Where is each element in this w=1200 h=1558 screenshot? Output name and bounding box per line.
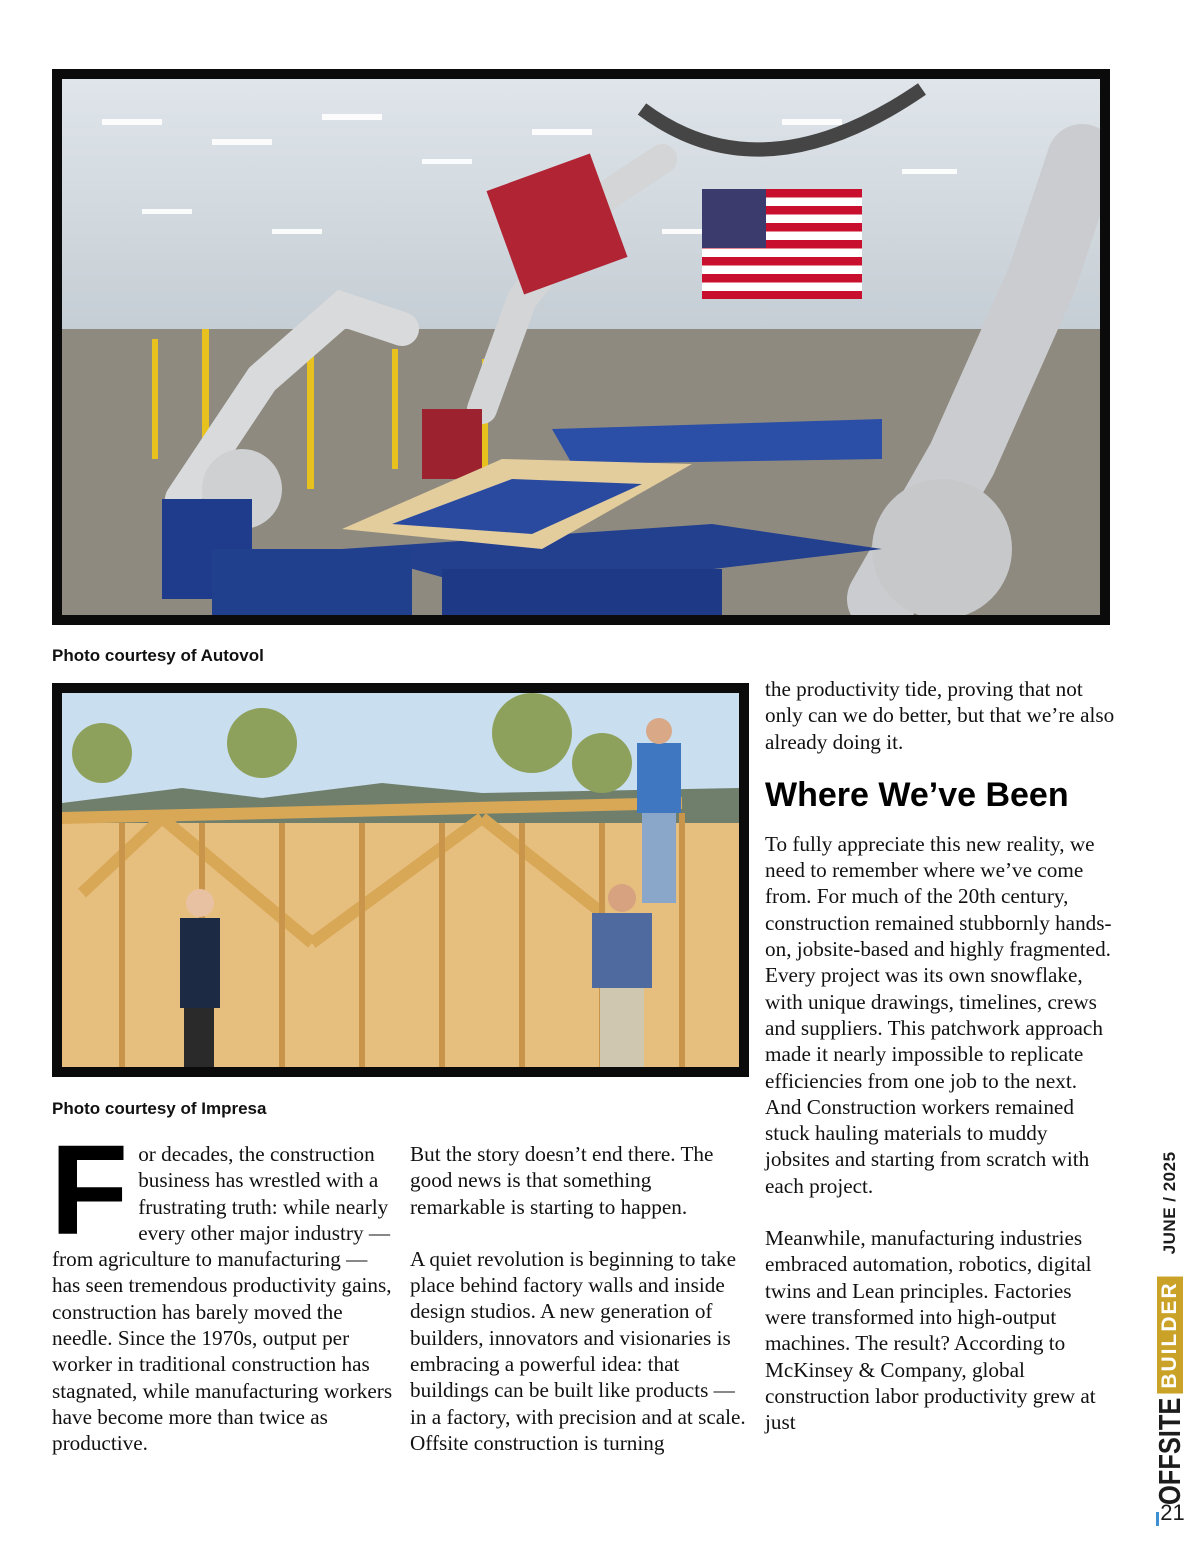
article-column-2: [410, 1141, 750, 1456]
magazine-spine: [1140, 1150, 1200, 1530]
article-column-3: [765, 676, 1115, 1435]
paragraph: To fully appreciate this new reality, we need to remember where we’ve come from. For much of the 20th century, construction remained stubbornly hands-on, jobsite-based and highly fragmented. Every project was its own snowflake, with unique drawings, timelines, crews and suppliers. This patchwork approach made it nearly impossible to replicate efficiencies from one job to the next. And Construction workers remained stuck hauling materials to muddy jobsites and starting from scratch with each project.: [765, 831, 1112, 1198]
paragraph: Meanwhile, manufacturing industries embraced automation, robotics, digital twins and Lean principles. Factories were transformed into high-output machines. The result? According to McKinsey & Company, global construction labor productivity grew at just: [765, 1226, 1096, 1435]
framing-crew-illustration: [62, 693, 739, 1067]
drop-cap: F: [50, 1119, 129, 1262]
page-number: 21: [1160, 1500, 1185, 1525]
paragraph: A quiet revolution is beginning to take place behind factory walls and inside design studios. A new generation of builders, innovators and visionaries is embracing a powerful idea: that buildings can be built like products — in a factory, with precision and at scale. Offsite construction is turning: [410, 1246, 746, 1455]
paragraph: But the story doesn’t end there. The good news is that something remarkable is starting to happen.: [410, 1142, 714, 1219]
section-heading: Where We’ve Been: [765, 775, 1069, 814]
issue-date: JUNE / 2025: [1160, 1151, 1179, 1255]
brand-logo-offsite: OFFSITE: [1152, 1397, 1187, 1505]
paragraph: the productivity tide, proving that not only can we do better, but that we’re also already doing it.: [765, 677, 1115, 754]
intro-paragraph: For decades, the construction business has wrestled with a frustrating truth: while nearly every other major industry — from agriculture to manufacturing — has seen tremendous productivity gains, construction has barely moved the needle. Since the 1970s, output per worker in traditional construction has stagnated, while manufacturing workers have become more than twice as productive.: [50, 1119, 393, 1456]
brand-logo-builder: BUILDER: [1157, 1276, 1183, 1393]
flag-icon: [702, 189, 862, 299]
photo-impresa: [52, 683, 749, 1077]
factory-robots-illustration: [62, 79, 1100, 615]
article-column-1: [50, 1119, 396, 1457]
photo-caption-impresa: Photo courtesy of Impresa: [52, 1099, 267, 1118]
photo-autovol: [52, 69, 1110, 625]
photo-caption-autovol: Photo courtesy of Autovol: [52, 646, 264, 665]
